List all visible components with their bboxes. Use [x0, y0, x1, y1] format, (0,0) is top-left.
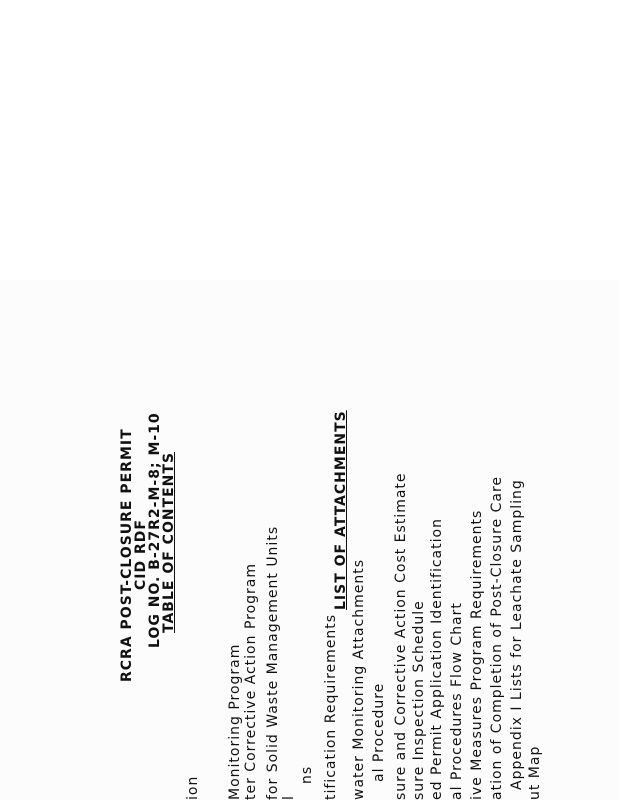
attachment-item: sure and Corrective Action Cost Estimate [393, 472, 409, 800]
toc-item: ion [185, 775, 201, 800]
attachment-item: al Procedure [371, 682, 387, 782]
attachment-item: Appendix I Lists for Leachate Sampling [509, 479, 525, 790]
attachments-heading: LIST OF ATTACHMENTS [333, 410, 349, 610]
attachment-item: ed Permit Application Identification [429, 518, 445, 800]
attachment-item: ive Measures Program Requirements [469, 509, 485, 800]
heading-line-1: RCRA POST-CLOSURE PERMIT [119, 428, 135, 682]
heading-line-2: CID RDF [133, 519, 149, 590]
attachment-item: al Procedures Flow Chart [449, 602, 465, 800]
toc-item: tification Requirements [323, 613, 339, 800]
scan-area [0, 280, 618, 800]
heading-line-3: LOG NO. B-27R2-M-8; M-10 [147, 412, 163, 648]
attachment-item: ation of Completion of Post-Closure Care [489, 475, 505, 800]
toc-item: ter Corrective Action Program [243, 562, 259, 800]
toc-item: for Solid Waste Management Units [265, 525, 281, 800]
heading-line-4: TABLE OF CONTENTS [161, 451, 177, 633]
toc-item: Monitoring Program [227, 643, 243, 800]
attachment-item: ut Map [527, 745, 543, 800]
attachment-item: water Monitoring Attachments [351, 558, 367, 800]
blank-top-area [0, 0, 618, 280]
toc-item: ns [299, 765, 315, 784]
attachment-item: sure Inspection Schedule [411, 600, 427, 800]
toc-item: l [281, 795, 297, 800]
